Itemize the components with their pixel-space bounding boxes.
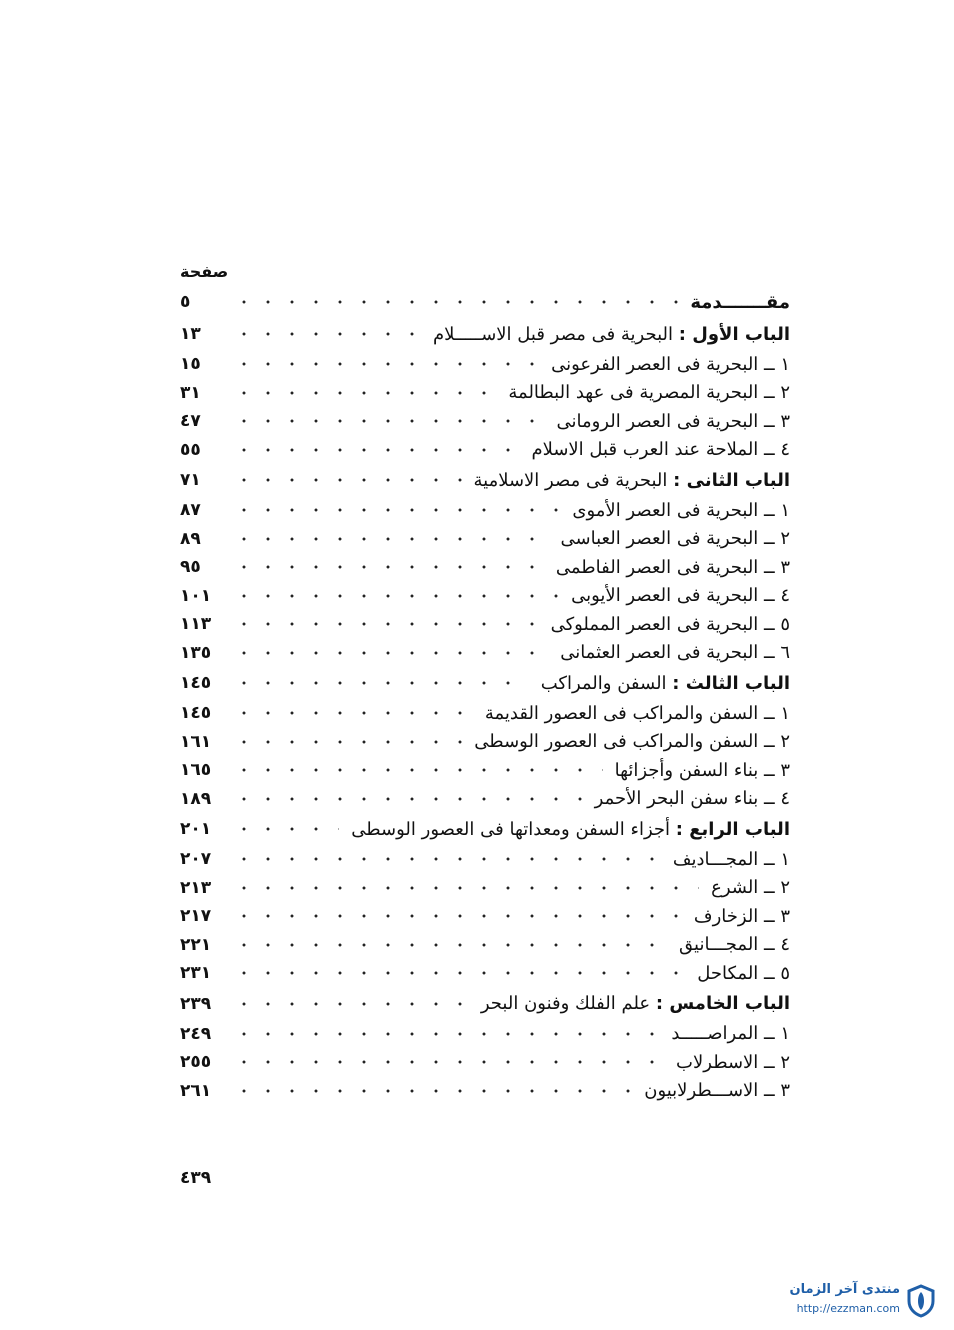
section-title: البحرية فى العصر العثمانى [560, 642, 759, 664]
dot-leader [232, 622, 539, 626]
toc-section-row [180, 610, 790, 639]
section-title: البحرية فى العصر الفرعونى [551, 353, 759, 375]
toc-page-number: ٩٥ [180, 557, 201, 578]
section-title: البحرية المصرية فى عهد البطالمة [508, 382, 759, 404]
toc-page-number: ٣١ [180, 382, 201, 403]
chapter-title: البحرية فى مصر الاسلامية [473, 469, 668, 491]
toc-section-row [180, 1020, 790, 1049]
toc-entry-title [609, 760, 790, 781]
dot-leader [232, 362, 539, 366]
toc-section-row [180, 1048, 790, 1077]
section-number: ٤ ــ [764, 934, 790, 956]
section-title: السفن والمراكب فى العصور الوسطى [474, 731, 759, 753]
dot-leader [232, 565, 544, 569]
dot-leader [232, 1089, 632, 1093]
dot-leader [232, 943, 667, 947]
section-title: البحرية فى العصر الأيوبى [571, 585, 759, 607]
toc-section-row [180, 902, 790, 931]
toc-entry-title [554, 642, 790, 663]
toc-section-row [180, 436, 790, 465]
section-number: ١ ــ [764, 848, 790, 870]
toc-entry-title [545, 354, 790, 375]
section-title: المراصـــــد [671, 1023, 759, 1045]
section-title: البحرية فى العصر المملوكى [550, 613, 759, 635]
toc-page-number: ١٤٥ [180, 673, 212, 693]
dot-leader [232, 1032, 659, 1036]
dot-leader [232, 651, 548, 655]
section-number: ١ ــ [764, 499, 790, 521]
section-number: ٤ ــ [764, 788, 790, 810]
toc-page-number: ٨٩ [180, 528, 201, 549]
chapter-label: الباب الأول : [678, 323, 790, 345]
toc-page-number: ١٥ [180, 354, 201, 375]
toc-chapter-row [180, 286, 790, 318]
toc-page-number: ٤٧ [180, 411, 201, 432]
section-title: المجـــاديف [672, 848, 759, 870]
table-of-contents [180, 286, 790, 1105]
toc-section-row [180, 582, 790, 611]
toc-entry-title [670, 1052, 790, 1073]
toc-page-number: ٢١٣ [180, 877, 212, 898]
section-number: ١ ــ [764, 702, 790, 724]
toc-entry-title [468, 470, 791, 491]
toc-entry-title [705, 877, 790, 898]
toc-chapter-row [180, 464, 790, 496]
chapter-label: الباب الخامس : [655, 993, 790, 1014]
page-column-header: صفحة [180, 262, 229, 281]
dot-leader [232, 914, 682, 918]
section-title: السفن والمراكب فى العصور القديمة [484, 702, 759, 724]
section-number: ٢ ــ [764, 731, 790, 753]
watermark-text: منتدى آخر الزمان [789, 1282, 900, 1297]
toc-section-row [180, 728, 790, 757]
dot-leader [232, 478, 462, 482]
dot-leader [232, 886, 699, 890]
toc-page-number: ٢٢١ [180, 934, 212, 955]
section-title: المكاحل [697, 962, 759, 984]
section-number: ١ ــ [764, 353, 790, 375]
toc-entry-title [673, 934, 790, 955]
toc-entry-title [691, 963, 790, 984]
toc-entry-title [638, 1080, 790, 1101]
toc-entry-title [555, 528, 790, 549]
chapter-title: علم الفلك وفنون البحر [480, 993, 651, 1014]
toc-entry-title [535, 673, 790, 694]
toc-entry-title [502, 382, 790, 403]
toc-entry-title [565, 585, 790, 606]
toc-chapter-row [180, 988, 790, 1020]
toc-chapter-row [180, 813, 790, 845]
dot-leader [232, 448, 519, 452]
toc-entry-title [667, 849, 790, 870]
toc-page-number: ٨٧ [180, 500, 201, 521]
watermark-url: http://ezzman.com [796, 1302, 900, 1315]
chapter-title: البحرية فى مصر قبل الاســـــلام [432, 323, 674, 345]
section-title: البحرية فى العصر الفاطمى [555, 556, 759, 578]
toc-page-number: ١٣٥ [180, 642, 212, 663]
toc-entry-title [545, 614, 790, 635]
section-title: البحرية فى العصر الأموى [572, 499, 759, 521]
dot-leader [232, 768, 603, 772]
section-number: ٥ ــ [764, 613, 790, 635]
section-number: ٢ ــ [764, 382, 790, 404]
toc-section-row [180, 959, 790, 988]
dot-leader [232, 711, 473, 715]
section-title: بناء السفن وأجزائها [614, 759, 759, 781]
toc-page-number: ١١٣ [180, 614, 212, 635]
dot-leader [232, 740, 462, 744]
toc-entry-title [684, 292, 790, 313]
toc-page-number: ٥ [180, 292, 191, 312]
toc-entry-title [525, 439, 790, 460]
dot-leader [232, 419, 544, 423]
dot-leader [232, 537, 549, 541]
section-title: الاســـطرلابيون [644, 1080, 759, 1102]
section-title: الملاحة عند العرب قبل الاسلام [531, 439, 759, 461]
toc-section-row [180, 699, 790, 728]
toc-entry-title [688, 906, 790, 927]
toc-page-number: ١٨٩ [180, 788, 212, 809]
toc-entry-title [566, 500, 790, 521]
dot-leader [232, 971, 685, 975]
dot-leader [232, 300, 678, 304]
toc-page-number: ٢٣٩ [180, 993, 212, 1014]
toc-page-number: ٢٥٥ [180, 1052, 212, 1073]
dot-leader [232, 1060, 664, 1064]
dot-leader [232, 332, 421, 336]
toc-section-row [180, 496, 790, 525]
shield-logo-icon [906, 1284, 936, 1318]
toc-section-row [180, 874, 790, 903]
section-number: ٣ ــ [764, 410, 790, 432]
toc-page-number: ٢٣١ [180, 963, 212, 984]
toc-page-number: ٥٥ [180, 439, 201, 460]
section-number: ٤ ــ [764, 439, 790, 461]
section-title: البحرية فى العصر العباسى [560, 528, 759, 550]
dot-leader [232, 391, 496, 395]
chapter-label: الباب الرابع : [675, 818, 790, 840]
section-number: ٢ ــ [764, 1051, 790, 1073]
section-number: ٣ ــ [764, 1080, 790, 1102]
toc-page-number: ٢٠٧ [180, 849, 212, 870]
toc-entry-title [468, 731, 790, 752]
page-folio-number: ٤٣٩ [180, 1168, 212, 1188]
toc-section-row [180, 756, 790, 785]
toc-section-row [180, 639, 790, 668]
dot-leader [232, 797, 583, 801]
toc-section-row [180, 525, 790, 554]
toc-page-number: ١٦١ [180, 731, 212, 752]
section-number: ٣ ــ [764, 556, 790, 578]
toc-page-number: ١٠١ [180, 585, 212, 606]
chapter-label: الباب الثالث : [672, 672, 790, 694]
section-number: ٢ ــ [764, 877, 790, 899]
section-title: المجـــانيق [679, 934, 759, 956]
toc-section-row [180, 407, 790, 436]
section-number: ٣ ــ [764, 905, 790, 927]
section-number: ٤ ــ [764, 585, 790, 607]
dot-leader [232, 681, 529, 685]
toc-chapter-row [180, 667, 790, 699]
toc-page-number: ١٦٥ [180, 760, 212, 781]
toc-entry-title [479, 703, 790, 724]
dot-leader [232, 857, 661, 861]
section-title: الشرع [711, 877, 759, 899]
chapter-label: مقـــــــدمة [690, 291, 790, 313]
toc-entry-title [345, 819, 790, 840]
toc-entry-title [589, 788, 790, 809]
dot-leader [232, 827, 339, 831]
toc-page-number: ١٣ [180, 324, 201, 344]
toc-entry-title [665, 1023, 790, 1044]
section-number: ٢ ــ [764, 528, 790, 550]
toc-section-row [180, 350, 790, 379]
section-number: ٣ ــ [764, 759, 790, 781]
toc-page-number: ٢٦١ [180, 1080, 212, 1101]
toc-page-number: ٢٤٩ [180, 1023, 212, 1044]
section-number: ٥ ــ [764, 962, 790, 984]
toc-entry-title [475, 993, 790, 1014]
toc-section-row [180, 845, 790, 874]
dot-leader [232, 508, 560, 512]
toc-page-number: ١٤٥ [180, 703, 212, 724]
toc-section-row [180, 785, 790, 814]
site-watermark [730, 1282, 940, 1322]
toc-section-row [180, 553, 790, 582]
toc-chapter-row [180, 318, 790, 350]
toc-section-row [180, 379, 790, 408]
chapter-title: السفن والمراكب [540, 672, 667, 694]
section-number: ١ ــ [764, 1023, 790, 1045]
chapter-title: أجزاء السفن ومعداتها فى العصور الوسطى [351, 818, 671, 840]
section-title: البحرية فى العصر الرومانى [556, 410, 759, 432]
section-title: الزخارف [693, 905, 759, 927]
toc-entry-title [550, 557, 790, 578]
toc-entry-title [550, 411, 790, 432]
toc-section-row [180, 931, 790, 960]
toc-page-number: ٧١ [180, 470, 201, 490]
chapter-label: الباب الثانى : [673, 469, 790, 491]
section-title: بناء سفن البحر الأحمر [594, 788, 759, 810]
toc-section-row [180, 1077, 790, 1106]
toc-page-number: ٢١٧ [180, 906, 212, 927]
dot-leader [232, 1002, 469, 1006]
toc-page-number: ٢٠١ [180, 819, 212, 839]
section-number: ٦ ــ [764, 642, 790, 664]
section-title: الاسطرلاب [676, 1051, 759, 1073]
toc-entry-title [427, 324, 790, 345]
dot-leader [232, 594, 559, 598]
